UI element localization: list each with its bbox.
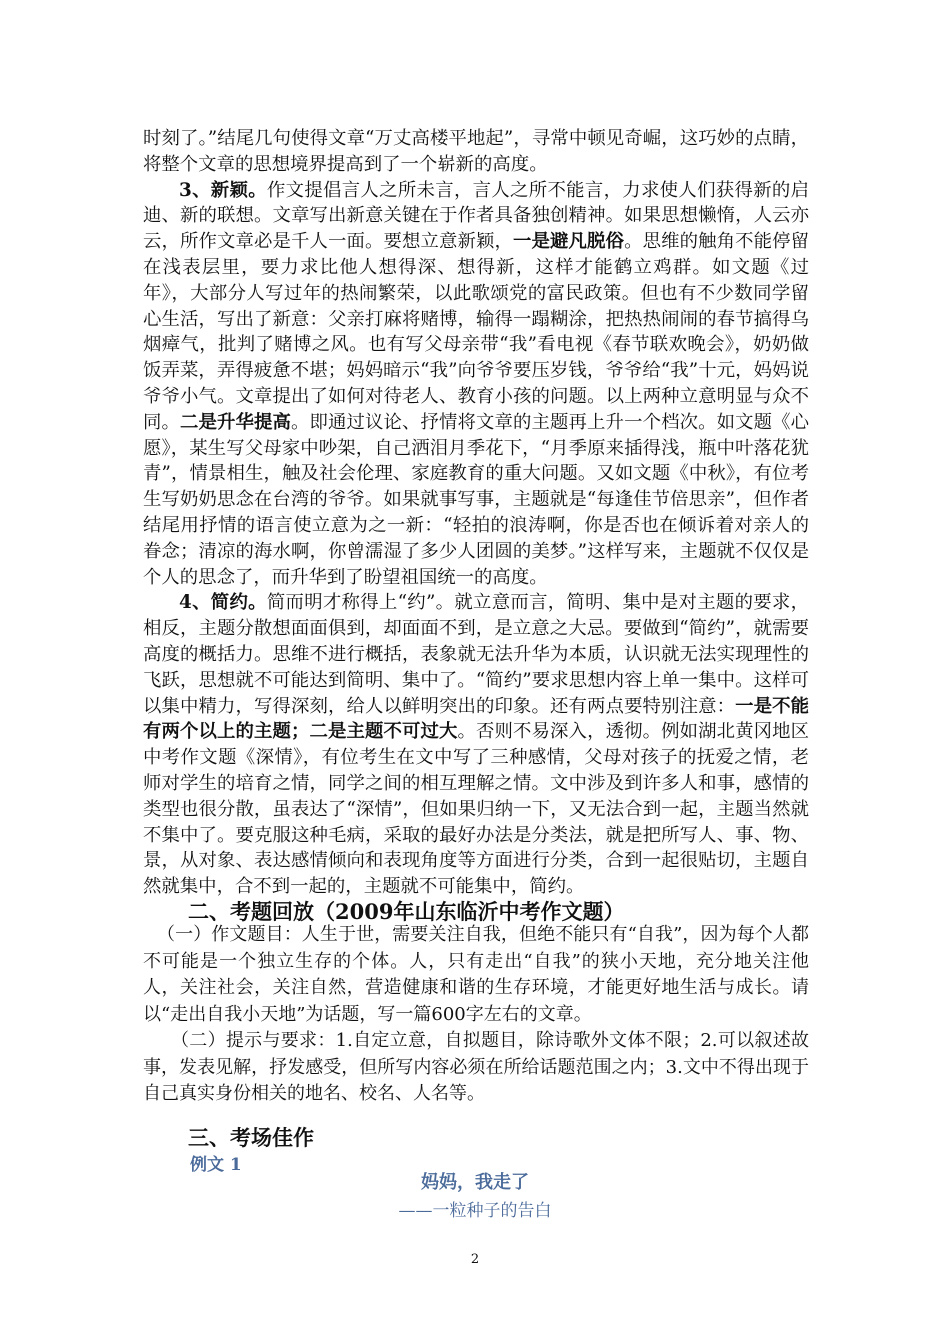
- exam-requirements-paragraph: （二）提示与要求：1.自定立意，自拟题目，除诗歌外文体不限；2.可以叙述故事，发表见解，抒发感受，但所写内容必须在所给话题范围之内；3.文中不得出现于自己真实身份相关的地名、校名、人名等。: [143, 1030, 809, 1104]
- section-3-heading: 三、考场佳作: [188, 1125, 314, 1150]
- essay-title: 妈妈，我走了: [421, 1172, 529, 1193]
- section-2-heading: 二、考题回放（2009年山东临沂中考作文题）: [188, 899, 625, 924]
- concise-text-b: 。否则不易深入，透彻。例如湖北黄冈地区中考作文题《深情》，有位考生在文中写了三种感情，父母对孩子的抚爱之情，老师对学生的培育之情，同学之间的相互理解之情。文中涉及到许多人和事，感情的类型也很分散，虽表达了“深情”，但如果归纳一下，又无法合到一起，主题当然就不集中了。要克服这种毛病，采取的最好办法是分类法，就是把所写人、事、物、景，从对象、表达感情倾向和表现角度等方面进行分类，合到一起很贴切，主题自然就集中，合不到一起的，主题就不可能集中，简约。: [143, 721, 809, 898]
- example-label: 例文 1: [190, 1155, 242, 1175]
- page-number: 2: [470, 1252, 480, 1267]
- concise-text-a: 简而明才称得上“约”。就立意而言，简明、集中是对主题的要求，相反，主题分散想面面俱到，却面面不到，是立意之大忌。要做到“简约”，就需要高度的概括力。思维不进行概括，表象就无法升华为本质，认识就无法实现理性的飞跃，思想就不可能达到简明、集中了。“简约”要求思想内容上单一集中。这样可以集中精力，写得深刻，给人以鲜明突出的印象。还有两点要特别注意：: [143, 592, 810, 717]
- novelty-text-a: 作文提倡言人之所未言，言人之所不能言，力求使人们获得新的启迪、新的联想。文章写出新意关键在于作者具备独创精神。如果思想懒惰，人云亦云，所作文章必是千人一面。要想立意新颖，: [143, 179, 809, 253]
- novelty-heading: 3、新颖。: [179, 179, 267, 201]
- paragraph-concise: [143, 590, 809, 900]
- concise-heading: 4、简约。: [179, 592, 267, 614]
- section-1-body: [143, 126, 809, 900]
- novelty-text-c: 。即通过议论、抒情将文章的主题再上升一个档次。如文题《心愿》，某生写父母家中吵架，自己洒泪月季花下，“月季原来插得浅，瓶中叶落花犹青”，情景相生，触及社会伦理、家庭教育的重大问题。又如文题《中秋》，有位考生写奶奶思念在台湾的爷爷。如果就事写事，主题就是“每逢佳节倍思亲”，但作者结尾用抒情的语言使立意为之一新：“轻拍的浪涛啊，你是否也在倾诉着对亲人的眷念；清凉的海水啊，你曾濡湿了多少人团圆的美梦。”这样写来，主题就不仅仅是个人的思念了，而升华到了盼望祖国统一的高度。: [143, 411, 809, 588]
- essay-subtitle: ——一粒种子的告白: [398, 1201, 552, 1221]
- novelty-text-b: 。思维的触角不能停留在浅表层里，要力求比他人想得深、想得新，这样才能鹤立鸡群。如文题《过年》，大部分人写过年的热闹繁荣，以此歌颂党的富民政策。但也有不少数同学留心生活，写出了新意：父亲打麻将赌博，输得一蹋糊涂，把热热闹闹的春节搞得乌烟瘴气，批判了赌博之风。也有写父母亲带“我”看电视《春节联欢晚会》，奶奶做饭弄菜，弄得疲惫不堪；妈妈暗示“我”向爷爷要压岁钱，爷爷给“我”十元，妈妈说爷爷小气。文章提出了如何对待老人、教育小孩的问题。以上两种立意明显与众不同。: [143, 231, 809, 433]
- section-2-body: [143, 922, 809, 1108]
- novelty-point-1: 一是避凡脱俗: [513, 231, 625, 253]
- exam-prompt-paragraph: （一）作文题目：人生于世，需要关注自我，但绝不能只有“自我”，因为每个人都不可能是一个独立生存的个体。人，只有走出“自我”的狭小天地，充分地关注他人，关注社会，关注自然，营造健康和谐的生存环境，才能更好地生活与成长。请以“走出自我小天地”为话题，写一篇600字左右的文章。: [143, 924, 809, 1025]
- concise-points: 一是不能有两个以上的主题；二是主题不可过大: [143, 695, 809, 743]
- novelty-point-2: 二是升华提高: [180, 411, 292, 433]
- paragraph-novelty: [143, 178, 809, 591]
- intro-paragraph: 时刻了。”结尾几句使得文章“万丈高楼平地起”，寻常中顿见奇崛，这巧妙的点睛，将整个文章的思想境界提高到了一个崭新的高度。: [143, 128, 809, 175]
